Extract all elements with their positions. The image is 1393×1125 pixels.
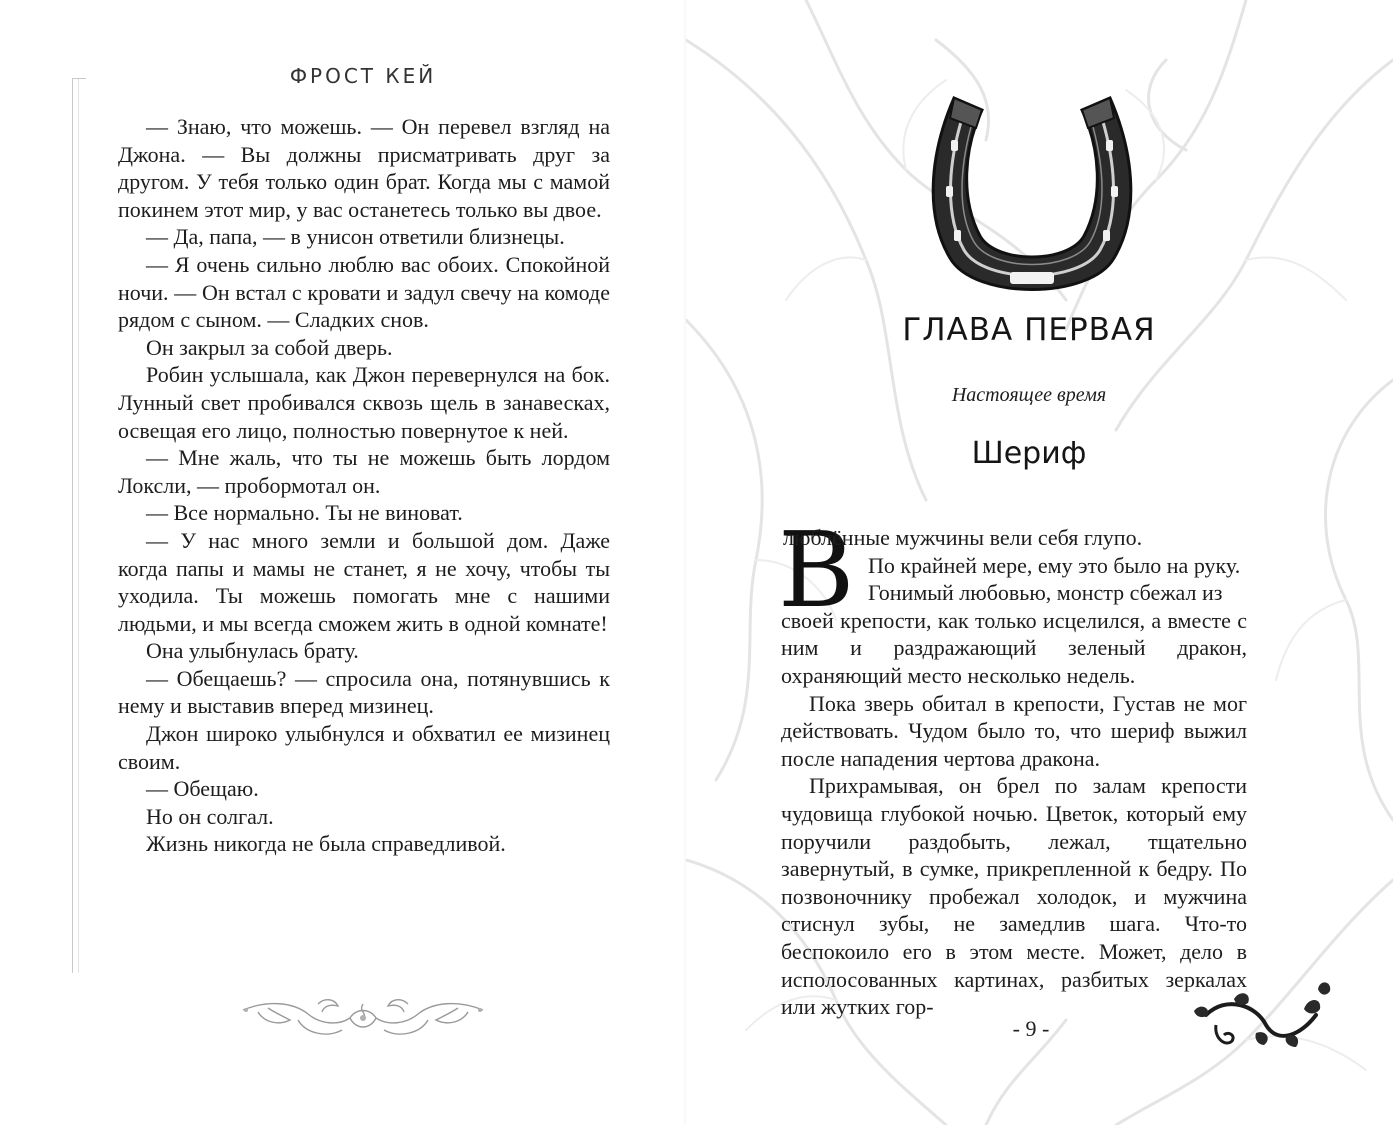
lead-line: Гонимый любовью, монстр сбежал из bbox=[868, 580, 1223, 606]
lead-line: люблённые мужчины вели себя глупо. bbox=[783, 525, 1143, 550]
paragraph: Пока зверь обитал в крепости, Густав не мог действовать. Чудом было то, что шериф выжил после нападения чертова дракона. bbox=[781, 690, 1247, 771]
left-text-block bbox=[118, 113, 610, 858]
running-head: ФРОСТ КЕЙ bbox=[289, 64, 437, 88]
paragraph: Он закрыл за собой дверь. bbox=[146, 334, 393, 360]
paragraph: Прихрамывая, он брел по залам крепости чудовища глубокой ночью. Цветок, который ему поручили раздобыть, лежал, тщательно завернутый, в сумке, прикрепленной к бедру. По позвоночнику пробежал холодок, и мужчина стиснул зубы, не замедлив шага. Что-то беспокоило его в этом месте. Может, дело в исполосованных картинах, разбитых зеркалах или жутких гор- bbox=[781, 773, 1247, 1020]
page-number: - 9 - bbox=[1012, 1016, 1050, 1041]
left-page bbox=[0, 0, 686, 1125]
paragraph: Джон широко улыбнулся и обхватил ее мизинец своим. bbox=[118, 721, 610, 774]
horseshoe-icon bbox=[924, 88, 1140, 306]
paragraph: — У нас много земли и большой дом. Даже когда папы и мамы не станет, я не хочу, чтобы ты уходила. Ты можешь помогать мне с нашими людьми, и мы всегда сможем жить в одной комнате! bbox=[118, 527, 610, 636]
paragraph: — Я очень сильно люблю вас обоих. Спокойной ночи. — Он встал с кровати и задул свечу на комоде рядом с сыном. — Сладких снов. bbox=[118, 251, 610, 333]
paragraph: — Да, папа, — в унисон ответили близнецы. bbox=[146, 224, 565, 250]
paragraph: — Обещаешь? — спросила она, потянувшись к нему и выставив вперед мизинец. bbox=[118, 665, 610, 719]
drop-cap: В bbox=[778, 509, 855, 631]
paragraph: Но он солгал. bbox=[146, 803, 274, 829]
paragraph: Робин услышала, как Джон перевернулся на бок. Лунный свет пробивался сквозь щель в занавесках, освещая его лицо, полностью повернутое к ней. bbox=[118, 362, 610, 443]
paragraph: Она улыбнулась брату. bbox=[146, 638, 359, 664]
paragraph: своей крепости, как только исцелился, а вместе с ним и раздражающий зеленый дракон, охраняющий место несколько недель. bbox=[781, 607, 1247, 688]
paragraph: — Все нормально. Ты не виноват. bbox=[146, 500, 463, 526]
right-text-block bbox=[781, 524, 1247, 1021]
paragraph: Жизнь никогда не была справедливой. bbox=[146, 831, 506, 857]
lead-line: По крайней мере, ему это было на руку. bbox=[868, 552, 1241, 578]
vine-ornament-icon bbox=[1186, 975, 1336, 1065]
chapter-pov-heading: Шериф bbox=[971, 436, 1087, 471]
paragraph: — Обещаю. bbox=[146, 776, 259, 802]
page-frame-rule bbox=[72, 78, 79, 973]
chapter-subtitle: Настоящее время bbox=[951, 384, 1107, 406]
chapter-title: ГЛАВА ПЕРВАЯ bbox=[902, 312, 1156, 348]
paragraph: — Знаю, что можешь. — Он перевел взгляд на Джона. — Вы должны присматривать друг за другом. У тебя только один брат. Когда мы с мамой покинем этот мир, у вас останетесь только вы двое. bbox=[118, 114, 610, 222]
right-page bbox=[686, 0, 1393, 1125]
paragraph: — Мне жаль, что ты не можешь быть лордом Локсли, — пробормотал он. bbox=[118, 445, 610, 498]
flourish-ornament-icon bbox=[238, 990, 488, 1050]
